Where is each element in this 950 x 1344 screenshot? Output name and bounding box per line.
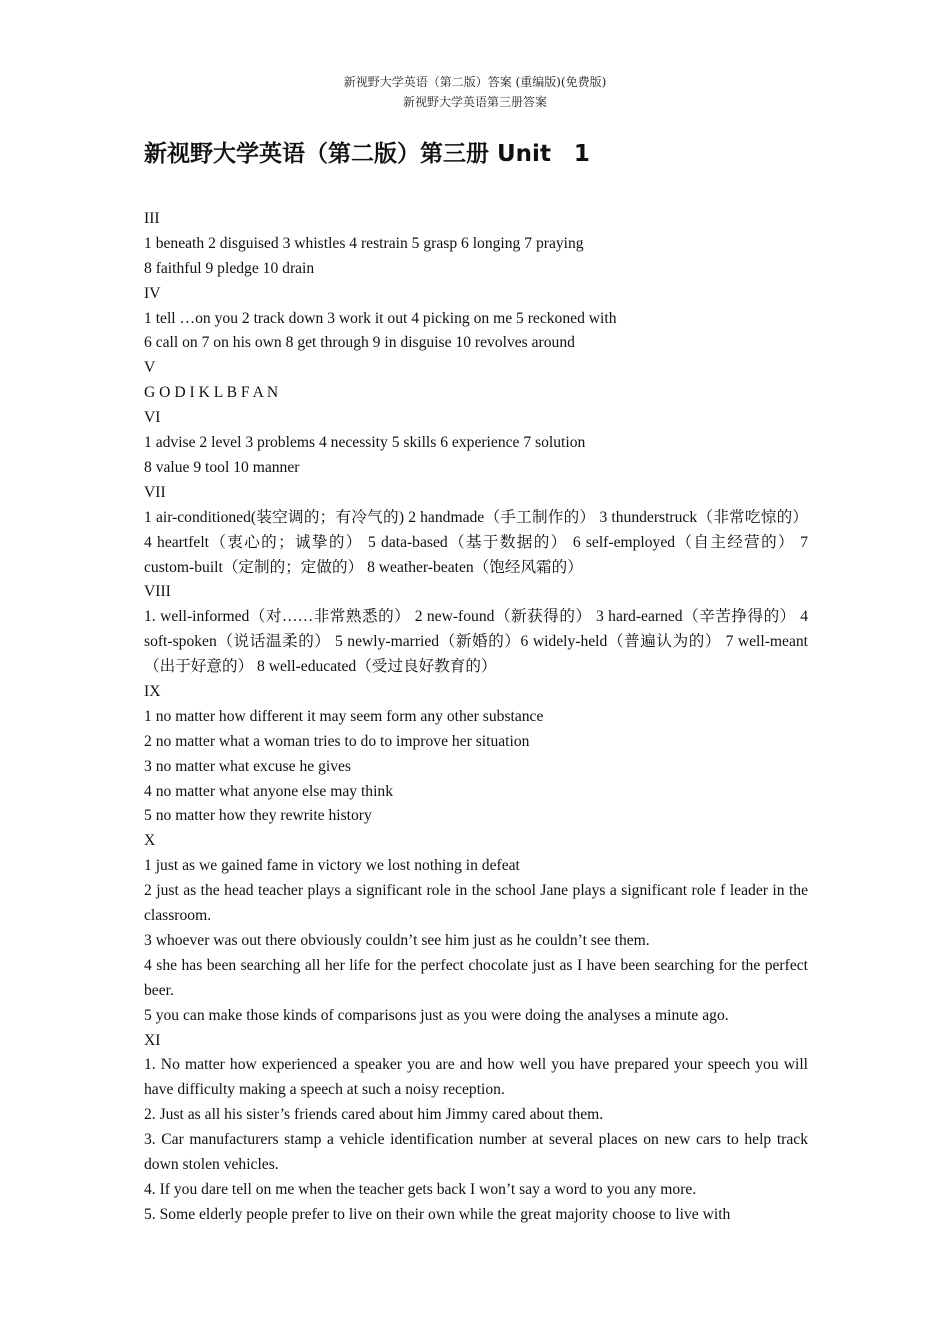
answer-paragraph: 1. No matter how experienced a speaker you are and how well you have prepared your speech you will have difficulty making a speech at such a noisy reception. bbox=[144, 1056, 808, 1099]
answer-line: VII bbox=[144, 483, 166, 501]
answer-line: 1 beneath 2 disguised 3 whistles 4 restrain 5 grasp 6 longing 7 praying bbox=[144, 234, 584, 252]
answer-line: 1 tell …on you 2 track down 3 work it out 4 picking on me 5 reckoned with bbox=[144, 309, 617, 327]
document-title: 新视野大学英语（第二版）第三册 Unit 1 bbox=[144, 141, 590, 167]
answer-paragraph: 4 she has been searching all her life for the perfect chocolate just as I have been searching for the perfect beer. bbox=[144, 956, 808, 999]
answer-paragraph: 2 just as the head teacher plays a significant role in the school Jane plays a significant role f leader in the classroom. bbox=[144, 882, 808, 925]
answer-line: IX bbox=[144, 683, 161, 701]
answer-line: 6 call on 7 on his own 8 get through 9 in disguise 10 revolves around bbox=[144, 334, 575, 352]
answer-line: 8 value 9 tool 10 manner bbox=[144, 458, 300, 476]
answer-line: VI bbox=[144, 409, 161, 427]
answer-line: 1 just as we gained fame in victory we lost nothing in defeat bbox=[144, 857, 520, 875]
answer-line: 4. If you dare tell on me when the teacher gets back I won’t say a word to you any more. bbox=[144, 1180, 697, 1198]
answer-line: 1 advise 2 level 3 problems 4 necessity 5 skills 6 experience 7 solution bbox=[144, 434, 586, 452]
answer-line: 5 you can make those kinds of comparisons just as you were doing the analyses a minute ago. bbox=[144, 1006, 729, 1024]
answer-line: V bbox=[144, 359, 156, 377]
answer-line: X bbox=[144, 832, 156, 850]
page-header bbox=[0, 72, 950, 112]
answer-line: 3 whoever was out there obviously couldn’t see him just as he couldn’t see them. bbox=[144, 931, 650, 949]
answer-line: 5 no matter how they rewrite history bbox=[144, 807, 372, 825]
answer-line: 2. Just as all his sister’s friends cared about him Jimmy cared about them. bbox=[144, 1106, 604, 1124]
answer-line: 8 faithful 9 pledge 10 drain bbox=[144, 259, 315, 277]
answer-line: XI bbox=[144, 1031, 161, 1049]
answer-line: 2 no matter what a woman tries to do to improve her situation bbox=[144, 732, 530, 750]
answer-line: G O D I K L B F A N bbox=[144, 384, 279, 402]
answer-content bbox=[144, 207, 808, 1228]
header-line-1: 新视野大学英语（第二版）答案 (重编版)(免费版) bbox=[343, 75, 607, 89]
answer-paragraph: 1 air-conditioned(装空调的；有冷气的) 2 handmade（手工制作的） 3 thunderstruck（非常吃惊的） 4 heartfelt（衷心的；诚挚的） 5 data-based（基于数据的） 6 self-employed（自主经营的） 7 custom-built（定制的；定做的） 8 weather-beaten（饱经风霜的） bbox=[144, 508, 808, 576]
answer-line: VIII bbox=[144, 583, 171, 601]
answer-paragraph: 3. Car manufacturers stamp a vehicle identification number at several places on new cars to help track down stolen vehicles. bbox=[144, 1131, 808, 1174]
answer-line: 1 no matter how different it may seem form any other substance bbox=[144, 707, 544, 725]
answer-line: IV bbox=[144, 284, 161, 302]
answer-paragraph: 5. Some elderly people prefer to live on their own while the great majority choose to live with bbox=[144, 1205, 731, 1223]
answer-line: 3 no matter what excuse he gives bbox=[144, 757, 351, 775]
header-line-2: 新视野大学英语第三册答案 bbox=[402, 95, 547, 109]
answer-paragraph: 1. well-informed（对……非常熟悉的） 2 new-found（新获得的） 3 hard-earned（辛苦挣得的） 4 soft-spoken（说话温柔的） 5 newly-married（新婚的）6 widely-held（普遍认为的） 7 well-meant（出于好意的） 8 well-educated（受过良好教育的） bbox=[144, 608, 808, 676]
answer-line: 4 no matter what anyone else may think bbox=[144, 782, 393, 800]
answer-line: III bbox=[144, 210, 160, 227]
